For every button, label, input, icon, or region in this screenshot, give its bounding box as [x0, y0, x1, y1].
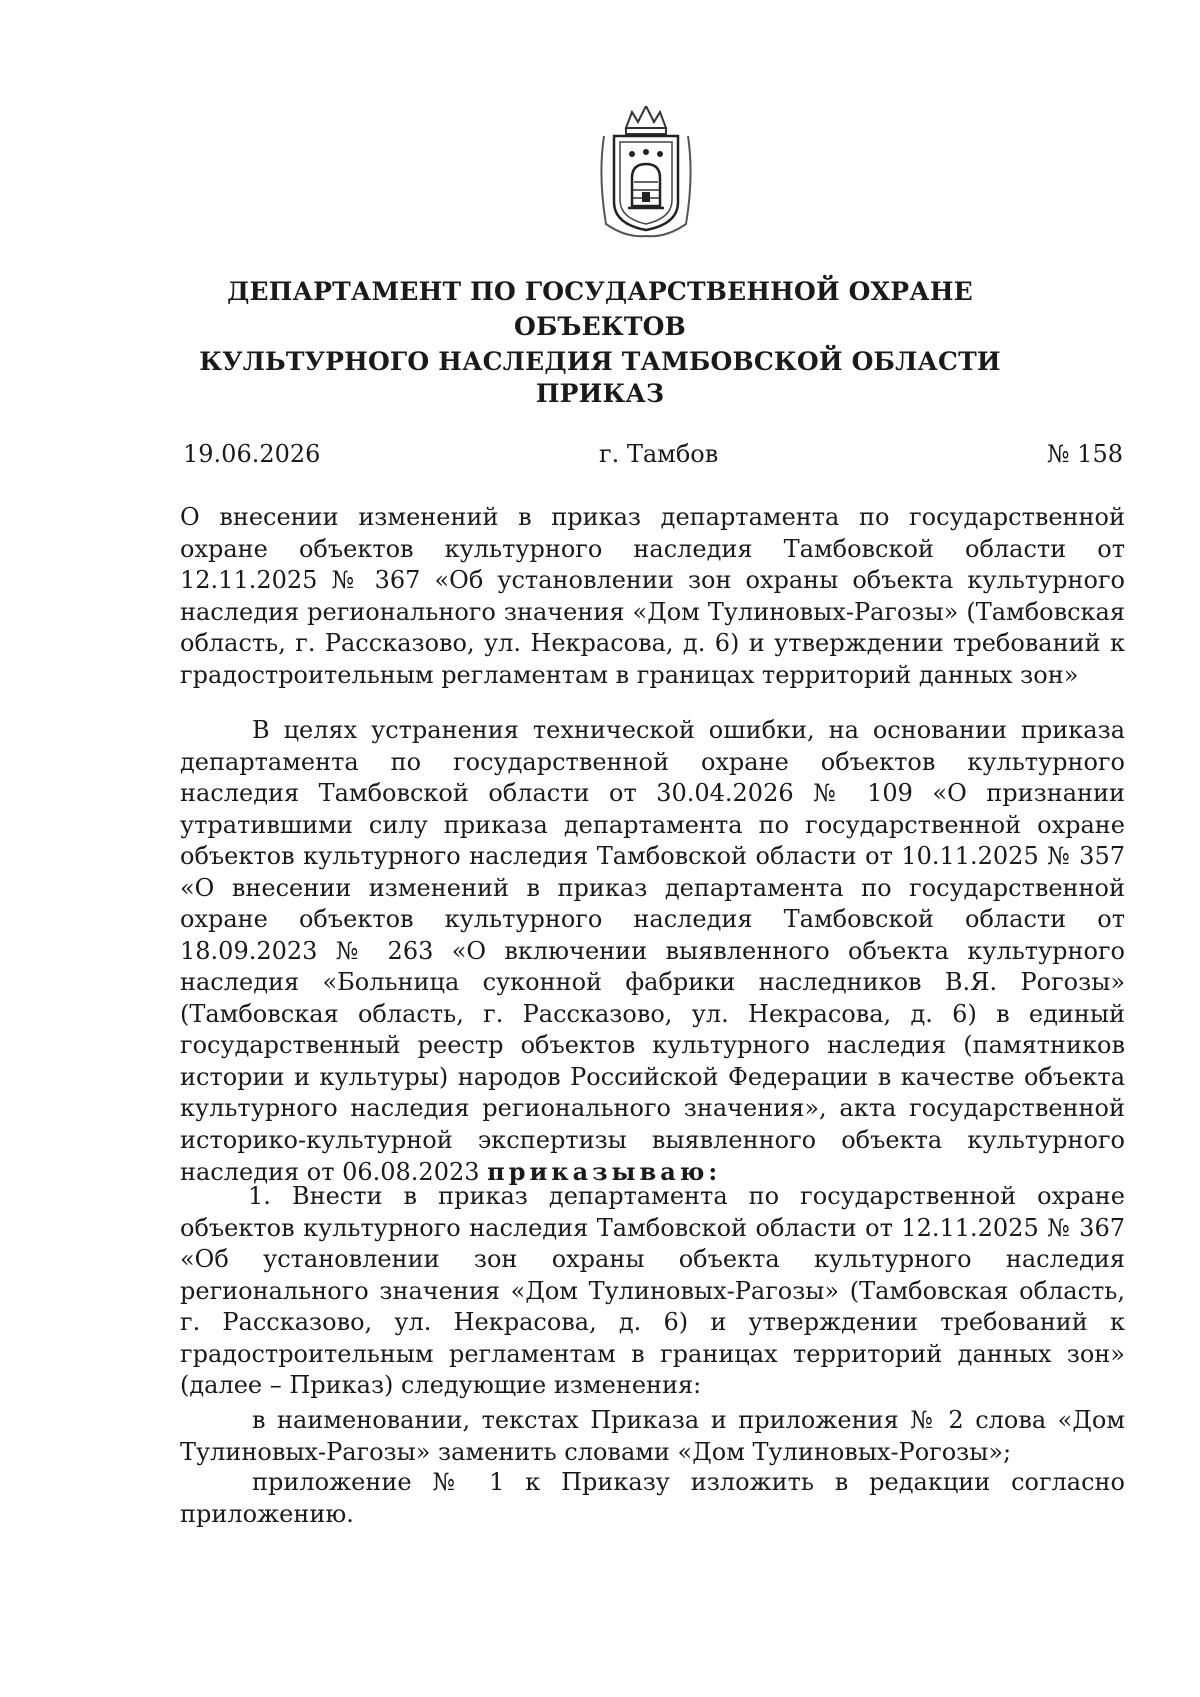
department-name [150, 274, 1050, 379]
order-preamble [180, 715, 1125, 1189]
order-city: г. Тамбов [599, 440, 719, 468]
order-item-1: 1. Внести в приказ департамента по государственной охране объектов культурного наследия Тамбовской области от 12.11.2025 № 367 «Об установлении зон охраны объекта культурного наследия регионального значения «Дом Тулиновых-Рагозы» (Тамбовская область, г. Рассказово, ул. Некрасова, д. 6) и утверждении требований к градостроительным регламентам в границах территорий данных зон» (далее – Приказ) следующие изменения: [180, 1182, 1125, 1399]
tambov-coat-of-arms-icon [596, 106, 696, 240]
order-change-1: в наименовании, текстах Приказа и приложения № 2 слова «Дом Тулиновых-Рагозы» заменить словами «Дом Тулиновых-Рогозы»; [180, 1406, 1125, 1466]
order-title: О внесении изменений в приказ департамента по государственной охране объектов культурного наследия Тамбовской области от 12.11.2025 № 367 «Об установлении зон охраны объекта культурного наследия регионального значения «Дом Тулиновых-Рагозы» (Тамбовская область, г. Рассказово, ул. Некрасова, д. 6) и утверждении требований к градостроительным регламентам в границах территорий данных зон» [180, 503, 1125, 689]
order-change-2: приложение № 1 к Приказу изложить в редакции согласно приложению. [180, 1468, 1125, 1528]
department-name-line1: ДЕПАРТАМЕНТ ПО ГОСУДАРСТВЕННОЙ ОХРАНЕ ОБЪЕКТОВ [227, 277, 973, 341]
order-date: 19.06.2026 [183, 440, 321, 468]
order-word: приказываю: [487, 1157, 722, 1186]
department-name-line2: КУЛЬТУРНОГО НАСЛЕДИЯ ТАМБОВСКОЙ ОБЛАСТИ [199, 347, 1001, 376]
order-number: № 158 [1046, 440, 1123, 468]
document-type: ПРИКАЗ [535, 379, 665, 408]
preamble-text: В целях устранения технической ошибки, на основании приказа департамента по государственной охране объектов культурного наследия Тамбовской области от 30.04.2026 № 109 «О признании утратившими силу приказа департамента по государственной охране объектов культурного наследия Тамбовской области от 10.11.2025 № 357 «О внесении изменений в приказ департамента по государственной охране объектов культурного наследия Тамбовской области от 18.09.2023 № 263 «О включении выявленного объекта культурного наследия «Больница суконной фабрики наследников В.Я. Рогозы» (Тамбовская область, г. Рассказово, ул. Некрасова, д. 6) в единый государственный реестр объектов культурного наследия (памятников истории и культуры) народов Российской Федерации в качестве объекта культурного наследия регионального значения», акта государственной историко-культурной экспертизы выявленного объекта культурного наследия от 06.08.2023 [180, 716, 1125, 1186]
